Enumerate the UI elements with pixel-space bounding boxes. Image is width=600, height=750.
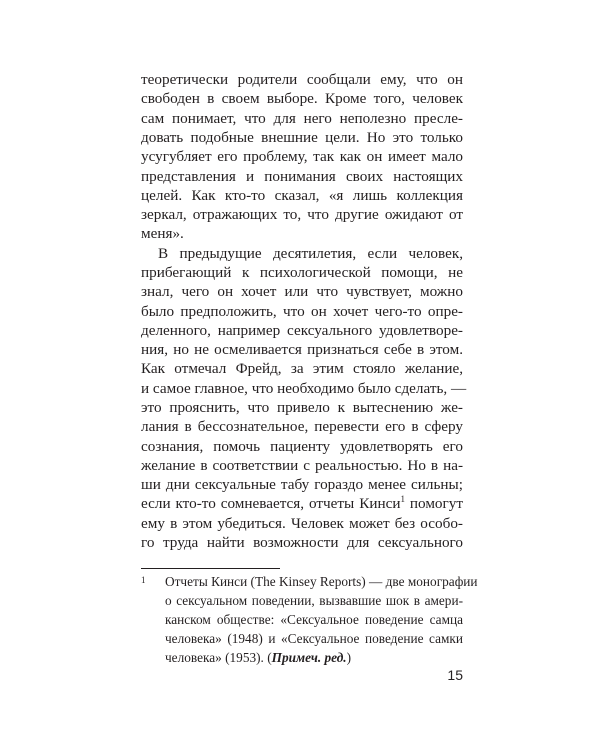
body-line-16: Как отмечал Фрейд, за этим стояло желание, [141,360,463,378]
body-line-18: это прояснить, что привело к вытеснению же- [141,399,463,416]
footnote-line-5-close: ) [346,650,352,665]
editor-note: Примеч. ред. [271,650,347,665]
body-line-19: лания в бессознательное, перевести его в сферу [141,418,463,436]
body-line-3: сам понимает, что для него неполезно пресле- [141,109,463,127]
body-line-6: представления и понимания своих настоящих [141,167,463,185]
body-line-8: зеркал, отражающих то, что другие ожидают от [141,206,463,223]
body-line-12: знал, чего он хочет или что чувствует, можно [141,283,463,301]
body-line-11: прибегающий к психологической помощи, не [141,263,463,281]
body-line-15: ния, но не осмеливается признаться себе в этом. [141,341,463,359]
footnote-divider [141,568,280,569]
body-line-5: усугубляет его проблему, так как он имеет мало [141,148,463,166]
body-line-7: целей. Как кто-то сказал, «я лишь коллекция [141,186,463,204]
body-line-21: желание в соответствии с реальностью. Но в на- [141,456,463,474]
footnote-line-4: человека» (1948) и «Сексуальное поведение самки [165,631,463,646]
footnote-line-5 [165,648,463,667]
footnote-line-3: канском обществе: «Сексуальное поведение самца [165,612,463,627]
body-line-25: го труда найти возможности для сексуального [141,534,463,551]
body-line-24: ему в этом убедиться. Человек может без особо- [141,514,463,532]
footnote-line-2: о сексуальном поведении, вызвавшие шок в амери- [165,593,463,608]
body-line-23-text: если кто-то сомневается, отчеты Кинси [141,495,401,513]
page-number: 15 [447,667,463,683]
body-line-2: свободен в своем выборе. Кроме того, человек [141,90,463,108]
body-line-1: теоретически родители сообщали ему, что он [141,71,463,88]
body-line-10: В предыдущие десятилетия, если человек, [158,244,463,262]
body-line-14: деленного, например сексуального удовлетворе- [141,321,463,339]
body-line-17: и самое главное, что необходимо было сделать, — [141,379,467,397]
body-line-22: ши дни сексуальные табу гораздо менее сильны; [141,476,463,494]
body-line-23-tail: помогут [409,495,463,513]
footnote-line-5-text: человека» (1953). ( [165,650,272,665]
footnote-reference[interactable]: 1 [400,494,405,505]
body-line-4: довать подобные внешние цели. Но это только [141,128,463,146]
body-line-13: было предположить, что он хочет чего-то опре- [141,302,463,320]
body-line-9: меня». [141,225,184,243]
footnote-marker: 1 [141,575,146,585]
footnote-line-1: Отчеты Кинси (The Kinsey Reports) — две монографии [165,574,478,589]
body-line-23 [141,494,463,513]
body-line-20: сознания, помочь пациенту удовлетворять его [141,437,463,455]
